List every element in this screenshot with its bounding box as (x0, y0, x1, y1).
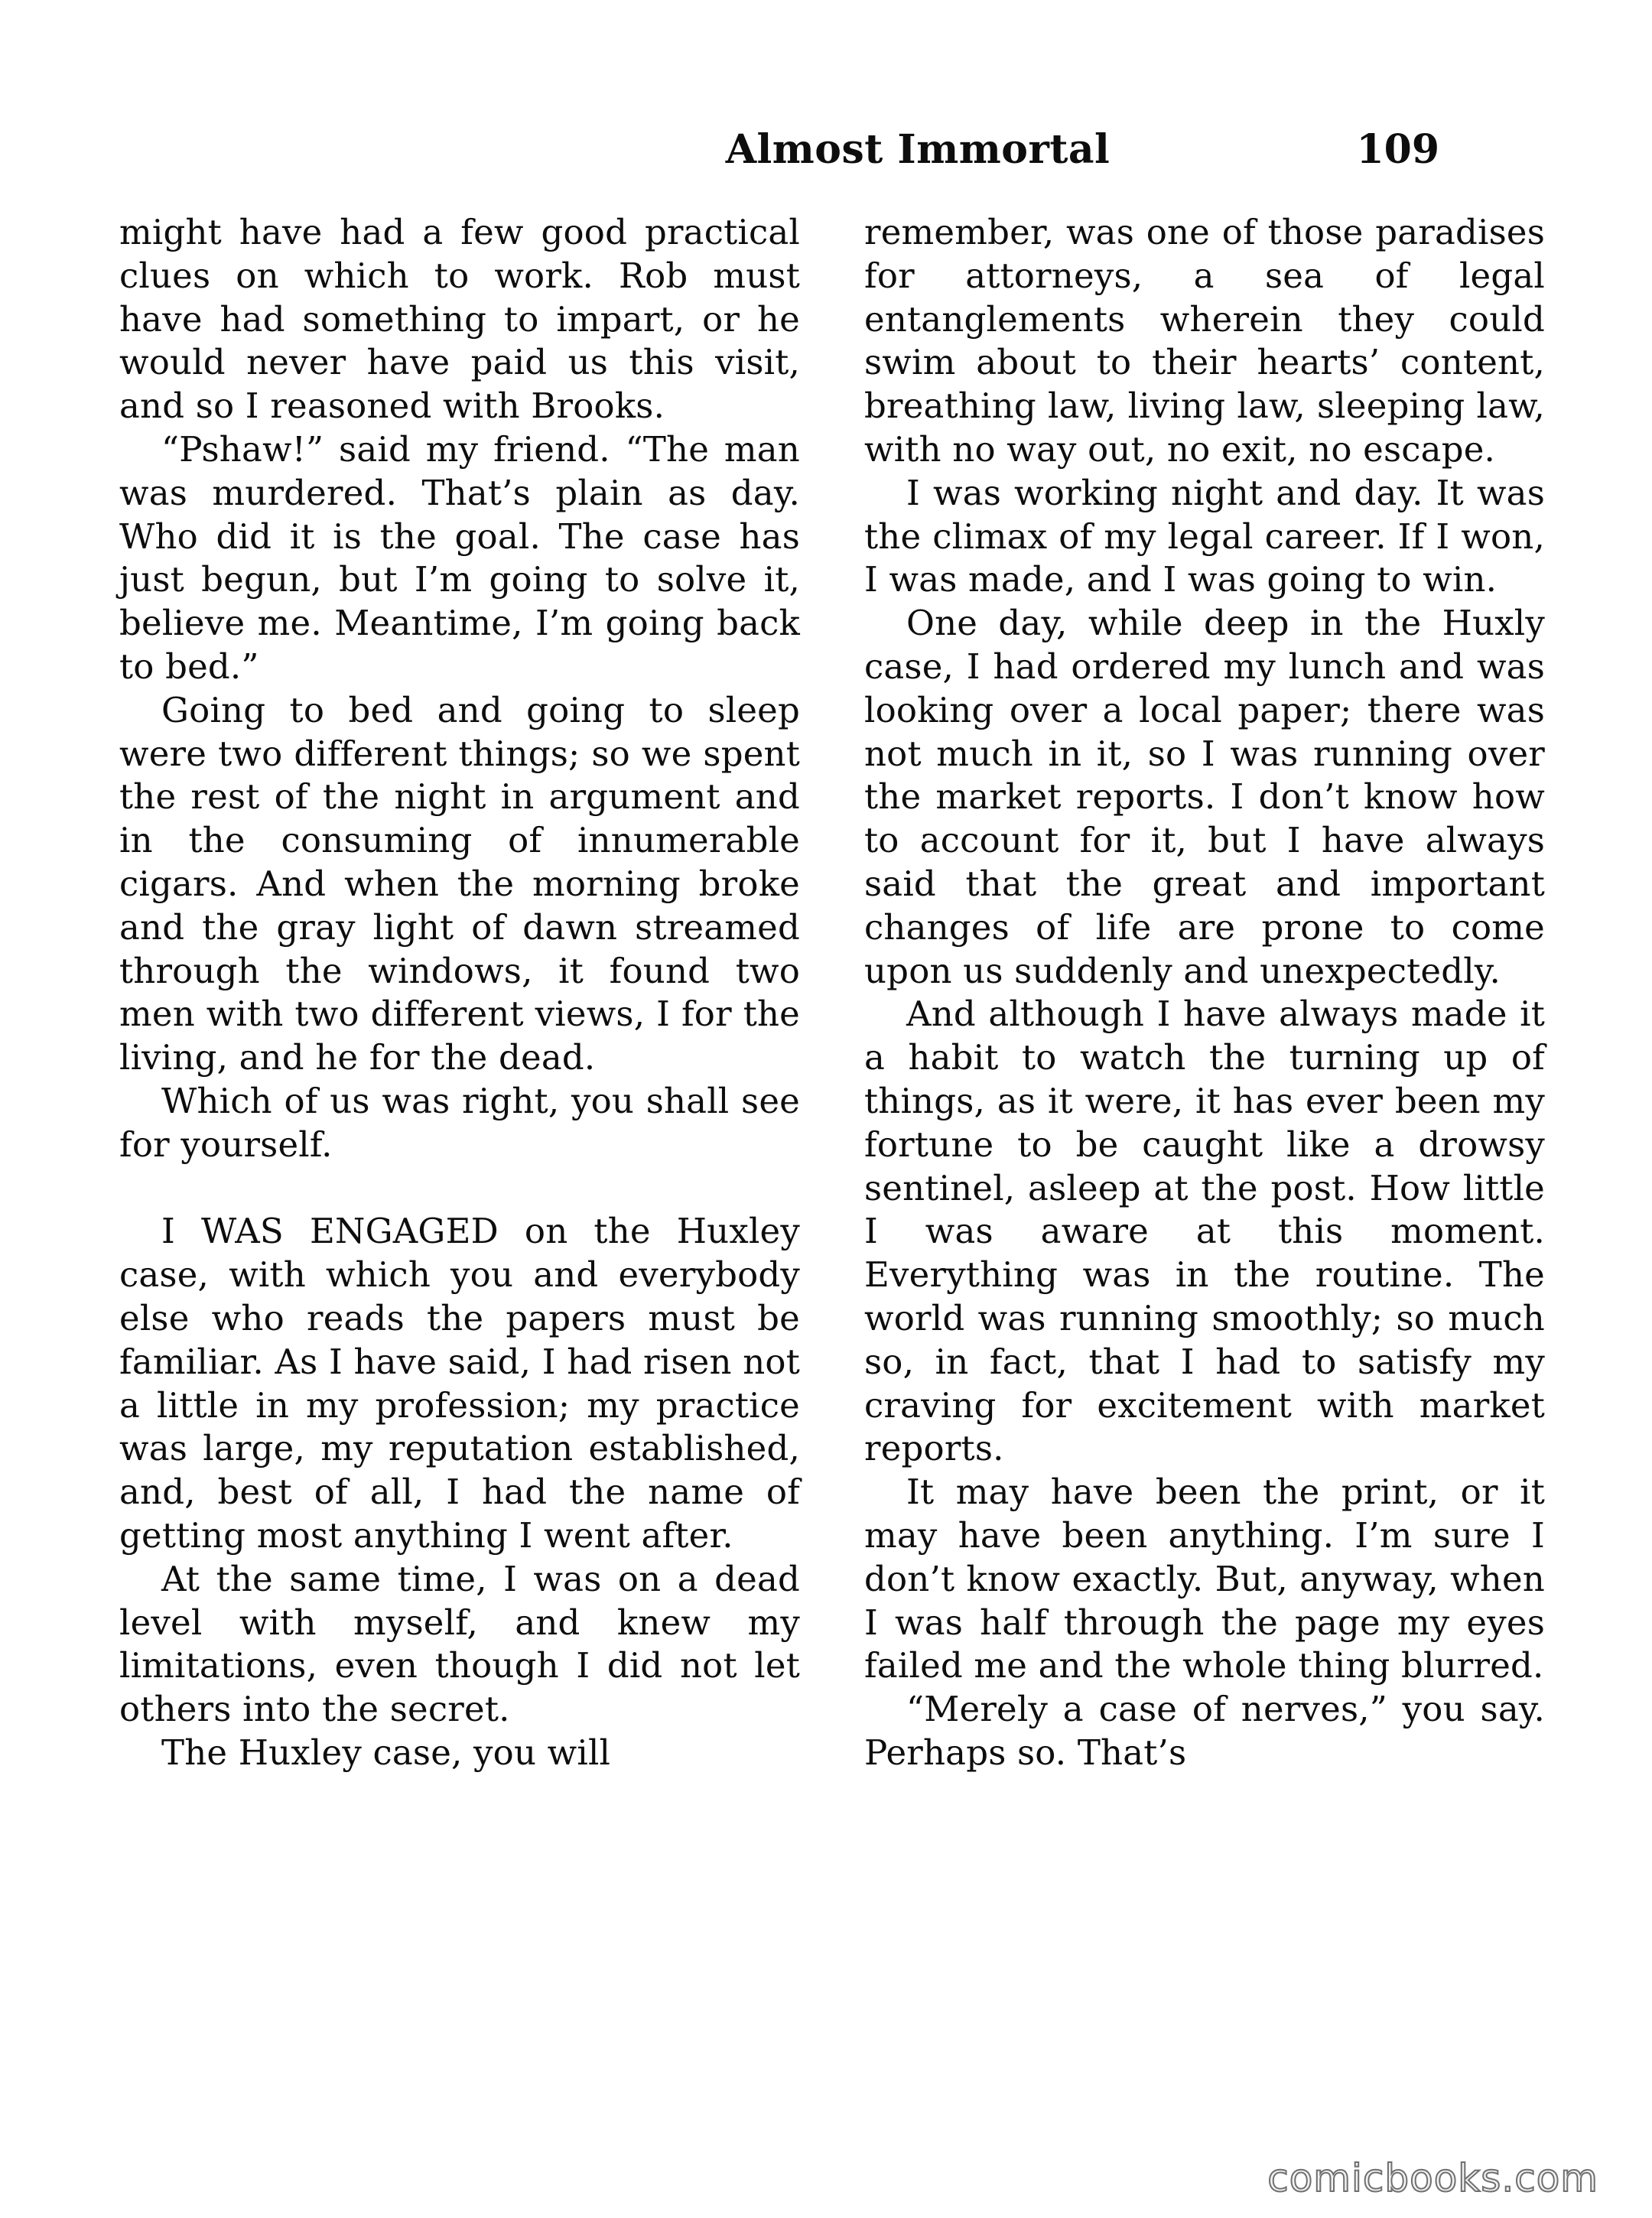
chapter-title: Almost Immortal (725, 126, 1111, 173)
paragraph: “Merely a case of nerves,” you say. Perhaps so. That’s (864, 1689, 1545, 1773)
paragraph: might have had a few good practical clues on which to work. Rob must have had something to impart, or he would never have paid us this visit, and so I reasoned with Brooks. (119, 212, 800, 427)
site-watermark: comicbooks.com (1267, 2156, 1598, 2200)
paragraph: Which of us was right, you shall see for yourself. (119, 1080, 800, 1165)
paragraph: It may have been the print, or it may have been anything. I’m sure I don’t know exactly. But, anyway, when I was half through the page my eyes failed me and the whole thing blurred. (864, 1472, 1545, 1686)
running-header (115, 122, 1537, 184)
right-text-column (864, 211, 1545, 1775)
paragraph: remember, was one of those paradises for attorneys, a sea of legal entanglements wherein they could swim about to their hearts’ content, breathing law, living law, sleeping law, with no way out, no exit, no escape. (864, 212, 1545, 470)
paragraph: One day, while deep in the Huxly case, I had ordered my lunch and was looking over a local paper; there was not much in it, so I was running over the market reports. I don’t know how to account for it, but I have always said that the great and important changes of life are prone to come upon us suddenly and unexpectedly. (864, 603, 1545, 991)
paragraph: At the same time, I was on a dead level with myself, and knew my limitations, even though I did not let others into the secret. (119, 1558, 800, 1730)
paragraph: “Pshaw!” said my friend. “The man was murdered. That’s plain as day. Who did it is the goal. The case has just begun, but I’m going to solve it, believe me. Meantime, I’m going back to bed.” (119, 428, 800, 687)
section-opening-paragraph (119, 1210, 800, 1557)
paragraph: I was working night and day. It was the climax of my legal career. If I won, I was made, and I was going to win. (864, 472, 1545, 600)
left-text-column (119, 211, 800, 1775)
section-opening-text: on the Huxley case, with which you and everybody else who reads the papers must be familiar. As I have said, I had risen not a little in my profession; my practice was large, my reputation established, and, best of all, I had the name of getting most anything I went after. (119, 1211, 800, 1556)
page-number: 109 (1356, 126, 1439, 173)
paragraph: Going to bed and going to sleep were two different things; so we spent the rest of the night in argument and in the consuming of innumerable cigars. And when the morning broke and the gray light of dawn streamed through the windows, it found two men with two different views, I for the living, and he for the dead. (119, 689, 800, 1078)
paragraph: The Huxley case, you will (161, 1732, 611, 1773)
paragraph: And although I have always made it a habit to watch the turning up of things, as it were, it has ever been my fortune to be caught like a drowsy sentinel, asleep at the post. How little I was aware at this moment. Everything was in the routine. The world was running smoothly; so much so, in fact, that I had to satisfy my craving for excitement with market reports. (864, 994, 1545, 1469)
section-lead-in: I WAS ENGAGED (161, 1211, 499, 1252)
